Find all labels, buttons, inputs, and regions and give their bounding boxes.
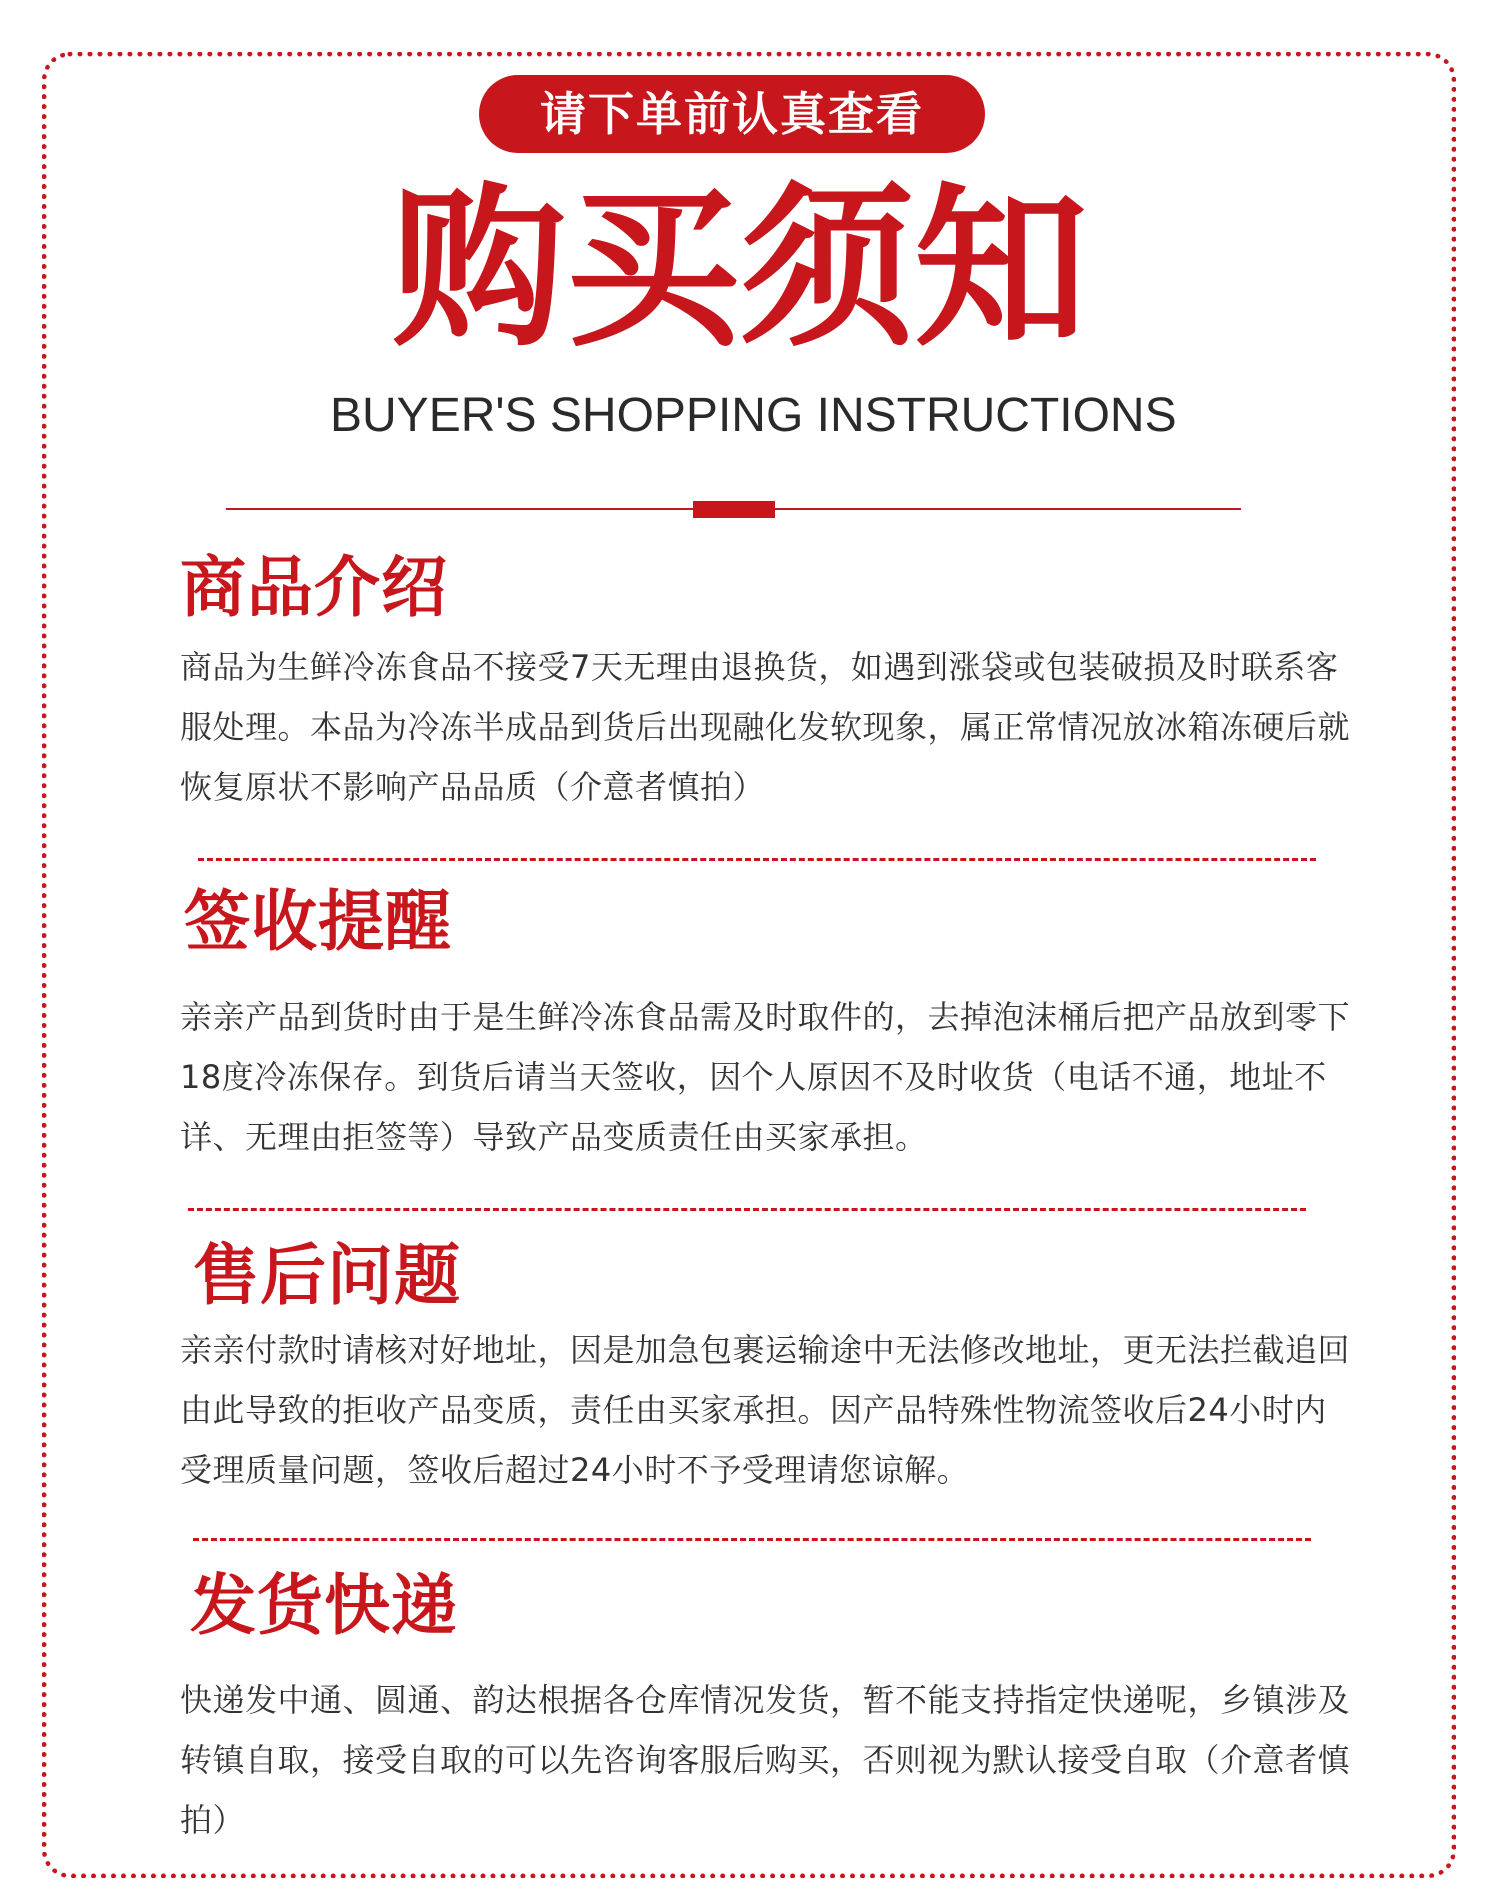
section-divider: [188, 1208, 1306, 1211]
section-text-after-sales: 亲亲付款时请核对好地址，因是加急包裹运输途中无法修改地址，更无法拦截追回由此导致的拒收产品变质，责任由买家承担。因产品特殊性物流签收后24小时内受理质量问题，签收后超过24小时不予受理请您谅解。: [180, 1331, 1351, 1489]
section-divider: [193, 1538, 1311, 1541]
page-subtitle: BUYER'S SHOPPING INSTRUCTIONS: [330, 389, 1177, 442]
section-title-receipt-reminder: 签收提醒: [184, 883, 452, 960]
section-text-shipping: 快递发中通、圆通、韵达根据各仓库情况发货，暂不能支持指定快递呢，乡镇涉及转镇自取，接受自取的可以先咨询客服后购买，否则视为默认接受自取（介意者慎拍）: [180, 1681, 1351, 1839]
section-divider: [198, 858, 1316, 861]
section-title-shipping: 发货快递: [190, 1567, 458, 1644]
page-title: 购买须知: [391, 168, 1088, 371]
section-text-product-intro: 商品为生鲜冷冻食品不接受7天无理由退换货，如遇到涨袋或包装破损及时联系客服处理。本品为冷冻半成品到货后出现融化发软现象，属正常情况放冰箱冻硬后就恢复原状不影响产品品质（介意者慎拍）: [180, 648, 1351, 806]
section-title-after-sales: 售后问题: [193, 1237, 461, 1314]
section-text-receipt-reminder: 亲亲产品到货时由于是生鲜冷冻食品需及时取件的，去掉泡沫桶后把产品放到零下18度冷冻保存。到货后请当天签收，因个人原因不及时收货（电话不通，地址不详、无理由拒签等）导致产品变质责任由买家承担。: [180, 998, 1351, 1156]
title-divider-block: [693, 501, 775, 518]
section-title-product-intro: 商品介绍: [180, 549, 448, 626]
notice-pill-banner: 请下单前认真查看: [479, 75, 985, 153]
